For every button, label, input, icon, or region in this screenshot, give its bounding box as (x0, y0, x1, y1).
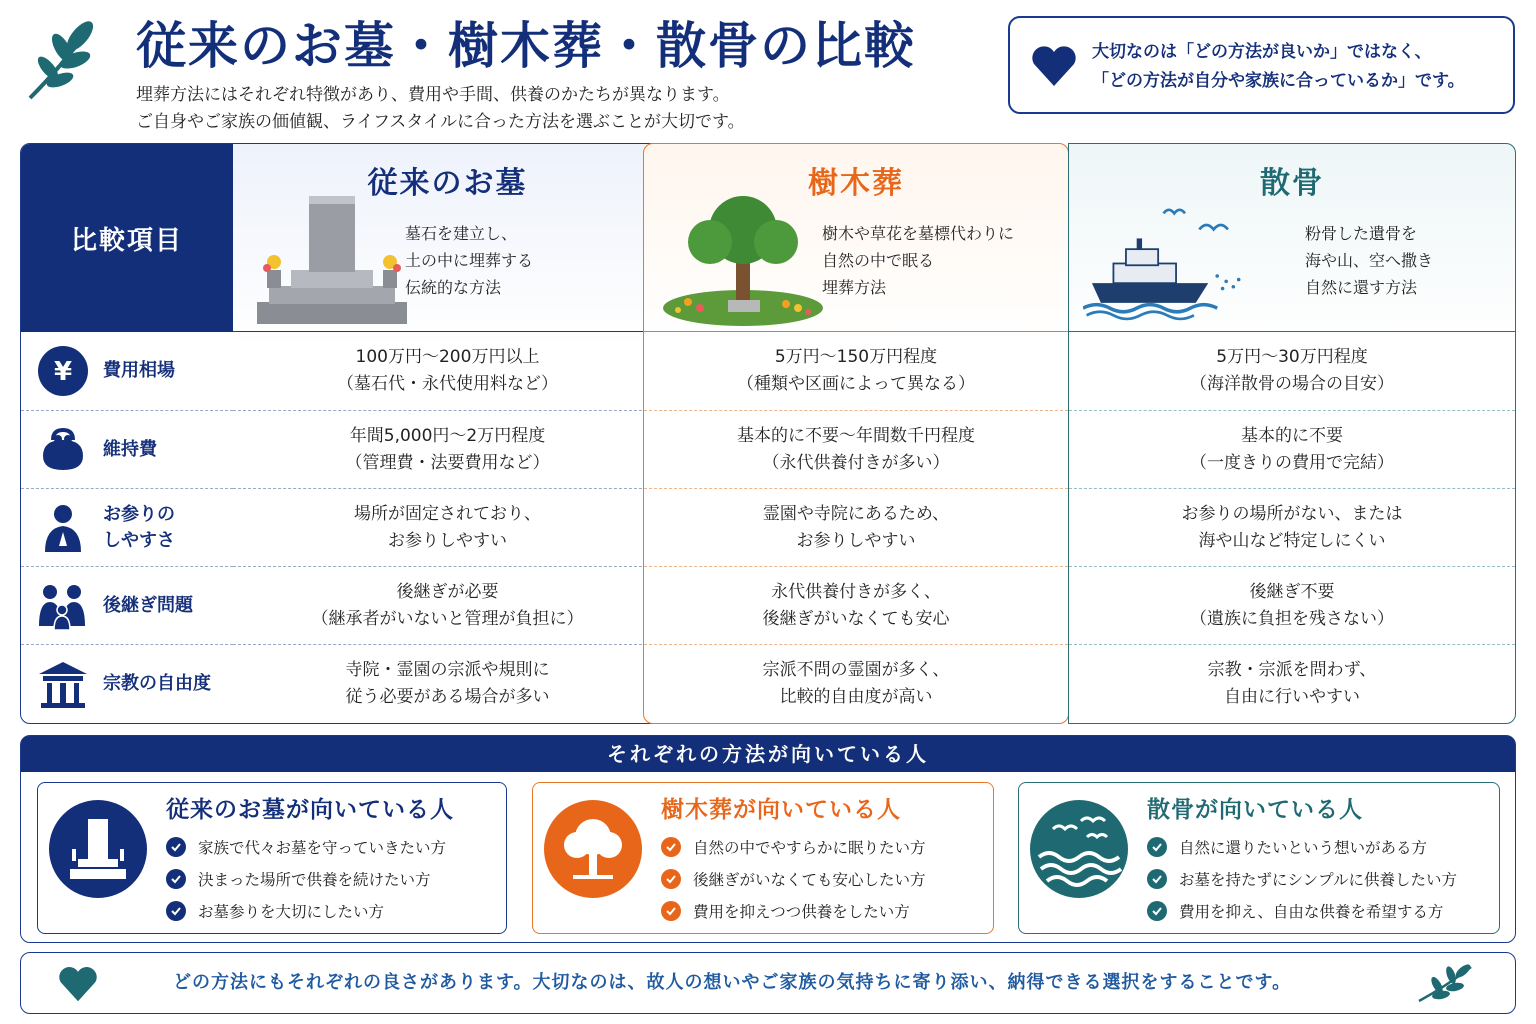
table-cell (1069, 332, 1515, 410)
column-description (405, 220, 533, 301)
comparison-table (20, 143, 1516, 724)
purse-icon (37, 424, 89, 476)
list-item-text: 費用を抑え、自由な供養を希望する方 (1179, 903, 1444, 921)
table-cell (233, 410, 662, 488)
list-item (166, 863, 446, 895)
description-line: 海や山、空へ撒き (1305, 251, 1434, 270)
cell-line: （遺族に負担を残さない） (1190, 608, 1394, 629)
cell-line: 宗教・宗派を問わず、 (1207, 659, 1377, 680)
row-label-line: お参りの (103, 503, 175, 525)
suit-list (166, 831, 446, 927)
row-label-religion (21, 644, 233, 722)
list-item (166, 831, 446, 863)
label-header: 比較項目 (21, 144, 233, 332)
suit-list (1147, 831, 1457, 927)
table-cell (644, 566, 1068, 644)
column-title: 樹木葬 (808, 166, 904, 201)
column-title: 散骨 (1260, 166, 1324, 201)
column-scattering (1068, 143, 1516, 724)
cell-line: 後継ぎがいなくても安心 (762, 608, 950, 629)
tree-icon (543, 799, 643, 899)
footer-message (20, 952, 1516, 1014)
column-header (233, 144, 662, 332)
cell-line: （継承者がいないと管理が負担に） (311, 608, 584, 629)
check-icon (661, 869, 681, 889)
list-item-text: 自然に還りたいという想いがある方 (1179, 839, 1428, 857)
cell-line: 自由に行いやすい (1224, 686, 1360, 707)
cell-line: 100万円〜200万円以上 (355, 347, 540, 367)
cell-line: （墓石代・永代使用料など） (337, 374, 558, 394)
check-icon (1147, 901, 1167, 921)
list-item-text: 決まった場所で供養を続けたい方 (198, 871, 431, 889)
leaf-branch-icon (20, 18, 104, 104)
description-line: 土の中に埋葬する (405, 251, 534, 270)
list-item (661, 831, 926, 863)
list-item-text: 自然の中でやすらかに眠りたい方 (693, 839, 926, 857)
gravestone-icon (48, 799, 148, 899)
cell-line: （管理費・法要費用など） (345, 452, 550, 473)
row-label-text (103, 502, 175, 554)
column-header (1069, 144, 1515, 332)
column-header (644, 144, 1068, 332)
row-label-text: 費用相場 (103, 360, 175, 381)
suit-card-title: 樹木葬が向いている人 (661, 797, 901, 823)
list-item (166, 895, 446, 927)
subtitle-line: ご自身やご家族の価値観、ライフスタイルに合った方法を選ぶことが大切です。 (136, 112, 745, 132)
subtitle-line: 埋葬方法にはそれぞれ特徴があり、費用や手間、供養のかたちが異なります。 (136, 85, 730, 105)
cell-line: 場所が固定されており、 (354, 503, 541, 524)
row-label-text: 後継ぎ問題 (103, 594, 193, 616)
cell-line: 海や山など特定しにくい (1198, 530, 1386, 551)
cell-line: 基本的に不要 (1241, 425, 1343, 446)
list-item (661, 895, 926, 927)
list-item (1147, 895, 1457, 927)
suitability-heading: それぞれの方法が向いている人 (21, 736, 1515, 772)
table-cell (1069, 644, 1515, 722)
row-label-line: しやすさ (103, 529, 175, 551)
temple-icon (37, 658, 89, 710)
description-line: 粉骨した遺骨を (1305, 224, 1418, 243)
row-label-text: 維持費 (103, 438, 157, 460)
row-label-cost (21, 332, 233, 410)
key-point-box (1008, 16, 1515, 114)
row-label-successor (21, 566, 233, 644)
key-point-line: 大切なのは「どの方法が良いか」ではなく、 (1092, 42, 1432, 62)
footer-text: どの方法にもそれぞれの良さがあります。大切なのは、故人の想いやご家族の気持ちに寄り添い、納得できる選択をすることです。 (173, 972, 1292, 993)
check-icon (1147, 869, 1167, 889)
ship-illustration (1083, 190, 1253, 328)
sea-birds-icon (1029, 799, 1129, 899)
check-icon (166, 901, 186, 921)
cell-line: 寺院・霊園の宗派や規則に (345, 659, 550, 680)
tree-illustration (658, 190, 828, 328)
cell-line: お参りしやすい (796, 530, 916, 551)
label-column (20, 143, 234, 724)
row-label-visit (21, 488, 233, 566)
table-cell (233, 332, 662, 410)
key-point-line: 「どの方法が自分や家族に合っているか」です。 (1092, 71, 1465, 91)
suit-card-title: 散骨が向いている人 (1147, 797, 1363, 823)
cell-line: 比較的自由度が高い (779, 686, 933, 707)
column-tree-burial (643, 143, 1069, 724)
cell-line: （海洋散骨の場合の目安） (1190, 374, 1394, 394)
table-cell (1069, 410, 1515, 488)
cell-line: （一度きりの費用で完結） (1190, 452, 1394, 473)
cell-line: 5万円〜150万円程度 (774, 347, 938, 367)
table-cell (233, 488, 662, 566)
cell-line: 従う必要がある場合が多い (345, 686, 550, 707)
table-cell (1069, 488, 1515, 566)
check-icon (166, 837, 186, 857)
heart-icon (57, 965, 99, 1003)
check-icon (661, 901, 681, 921)
heart-icon (1030, 44, 1078, 88)
description-line: 自然に還す方法 (1305, 278, 1418, 297)
description-line: 樹木や草花を墓標代わりに (822, 224, 1015, 243)
list-item-text: 費用を抑えつつ供養をしたい方 (693, 903, 910, 921)
yen-icon (37, 345, 89, 397)
page-subtitle (136, 82, 745, 136)
cell-line: 宗派不問の霊園が多く、 (762, 659, 950, 680)
column-traditional-grave (233, 143, 663, 724)
description-line: 伝統的な方法 (405, 278, 502, 297)
row-label-text: 宗教の自由度 (103, 672, 211, 694)
list-item (661, 863, 926, 895)
check-icon (1147, 837, 1167, 857)
column-title: 従来のお墓 (367, 166, 528, 201)
page-title: 従来のお墓・樹木葬・散骨の比較 (136, 17, 916, 75)
table-cell (644, 488, 1068, 566)
table-cell (233, 644, 662, 722)
check-icon (661, 837, 681, 857)
family-icon (37, 580, 89, 632)
cell-line: （種類や区画によって異なる） (737, 374, 975, 394)
cell-line: （永代供養付きが多い） (762, 452, 950, 473)
cell-line: お参りしやすい (388, 530, 507, 551)
list-item-text: 後継ぎがいなくても安心したい方 (693, 871, 926, 889)
description-line: 墓石を建立し、 (405, 224, 518, 243)
cell-line: 後継ぎ不要 (1249, 581, 1335, 602)
description-line: 自然の中で眠る (822, 251, 935, 270)
gravestone-illustration (247, 190, 417, 328)
suit-card-title: 従来のお墓が向いている人 (166, 797, 454, 823)
suit-list (661, 831, 926, 927)
cell-line: 基本的に不要〜年間数千円程度 (737, 425, 975, 446)
cell-line: 後継ぎが必要 (396, 581, 499, 602)
suitability-section (20, 735, 1516, 943)
list-item (1147, 831, 1457, 863)
cell-line: 永代供養付きが多く、 (771, 581, 941, 602)
leaf-branch-icon (1415, 961, 1475, 1005)
cell-line: 霊園や寺院にあるため、 (762, 503, 950, 524)
svg-text:¥: ¥ (53, 357, 73, 387)
suit-card-scattering (1018, 782, 1500, 934)
table-cell (233, 566, 662, 644)
table-cell (1069, 566, 1515, 644)
list-item-text: お墓を持たずにシンプルに供養したい方 (1179, 871, 1457, 889)
cell-line: 5万円〜30万円程度 (1216, 347, 1368, 367)
table-cell (644, 644, 1068, 722)
table-cell (644, 332, 1068, 410)
list-item-text: 家族で代々お墓を守っていきたい方 (198, 839, 447, 857)
cell-line: お参りの場所がない、または (1181, 503, 1403, 524)
table-cell (644, 410, 1068, 488)
praying-person-icon (37, 502, 89, 554)
list-item-text: お墓参りを大切にしたい方 (198, 903, 385, 921)
check-icon (166, 869, 186, 889)
column-description (1305, 220, 1433, 301)
row-label-maintenance (21, 410, 233, 488)
description-line: 埋葬方法 (822, 278, 887, 297)
column-description (822, 220, 1014, 301)
cell-line: 年間5,000円〜2万円程度 (349, 425, 546, 446)
suit-card-traditional (37, 782, 507, 934)
list-item (1147, 863, 1457, 895)
suit-card-tree (532, 782, 994, 934)
